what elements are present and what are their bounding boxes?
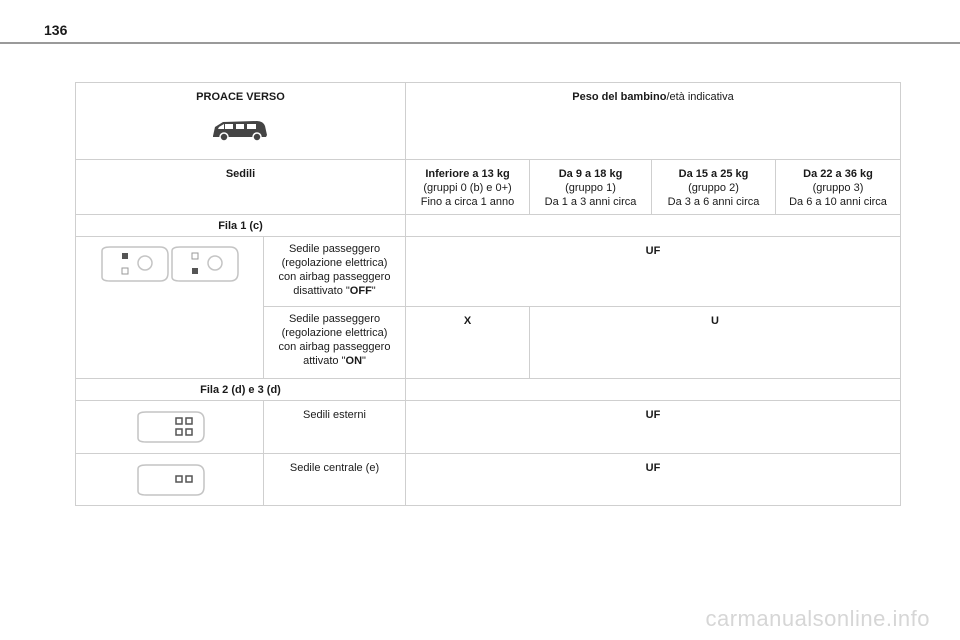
passenger-off-value: UF	[406, 237, 901, 307]
watermark: carmanualsonline.info	[705, 606, 930, 631]
seats-label-cell: Sedili	[76, 160, 406, 215]
weight-header-cell	[406, 83, 901, 160]
row23-section-label: Fila 2 (d) e 3 (d)	[76, 379, 406, 401]
outer-seats-label-cell: Sedili esterni	[264, 401, 406, 454]
passenger-on-value-rest: U	[530, 307, 901, 379]
outer-seats-value: UF	[406, 401, 901, 454]
passenger-on-value-first: X	[406, 307, 530, 379]
center-seat-label-cell: Sedile centrale (e)	[264, 454, 406, 506]
passenger-off-cell: Sedile passeggero (regolazione elettrica) con airbag passeggero disattivato "OFF"	[264, 237, 406, 307]
outer-seats-image-cell	[76, 401, 264, 454]
group-cell-2: Da 15 a 25 kg (gruppo 2) Da 3 a 6 anni circa	[652, 160, 776, 215]
page-number: 136	[44, 22, 68, 38]
center-seat-image-cell	[76, 454, 264, 506]
group-cell-0: Inferiore a 13 kg (gruppi 0 (b) e 0+) Fino a circa 1 anno	[406, 160, 530, 215]
passenger-on-cell: Sedile passeggero (regolazione elettrica) con airbag passeggero attivato "ON"	[264, 307, 406, 379]
van-icon	[209, 116, 271, 144]
weight-title: Peso del bambino	[572, 91, 667, 103]
model-header-cell	[76, 83, 406, 160]
row1-section-label: Fila 1 (c)	[76, 215, 406, 237]
group-cell-1: Da 9 a 18 kg (gruppo 1) Da 1 a 3 anni circa	[530, 160, 652, 215]
front-row-seat-diagram-icon	[100, 245, 242, 283]
model-name: PROACE VERSO	[196, 91, 285, 103]
rear-center-seat-diagram-icon	[136, 463, 206, 497]
front-row-image-cell	[76, 237, 264, 379]
group-cell-3: Da 22 a 36 kg (gruppo 3) Da 6 a 10 anni circa	[776, 160, 901, 215]
center-seat-value: UF	[406, 454, 901, 506]
header-rule	[0, 42, 960, 44]
rear-outer-seats-diagram-icon	[136, 410, 206, 444]
weight-title-suffix: /età indicativa	[666, 91, 734, 103]
